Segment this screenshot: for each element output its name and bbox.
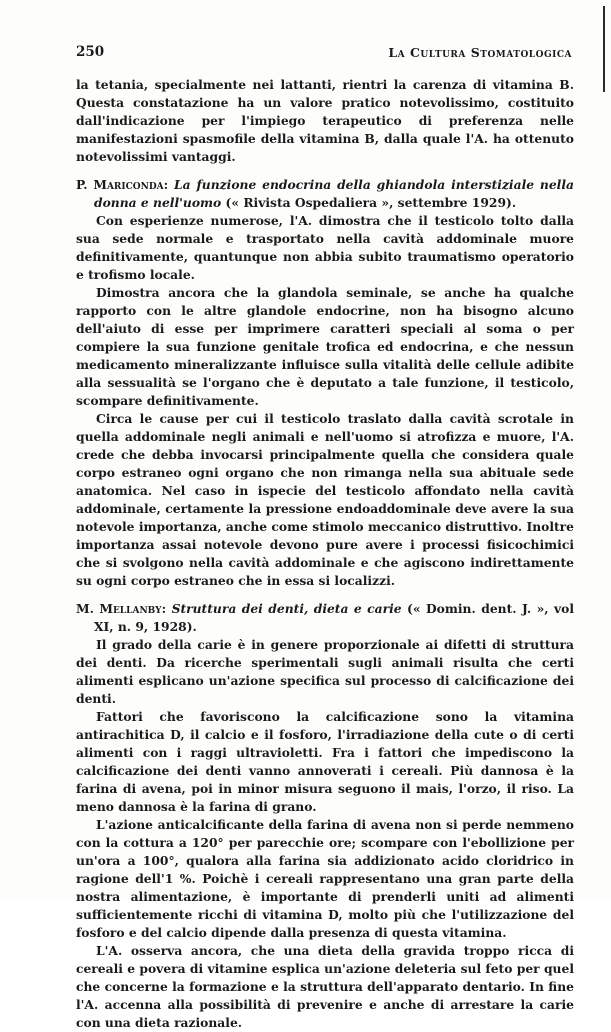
body-paragraph: Dimostra ancora che la glandola seminale, se anche ha qualche rapporto con le altre glandole endocrine, non ha bisogno alcuno dell'aiuto di esse per imprimere caratteri speciali al soma o per compiere la sua funzione genitale trofica ed endocrina, e che nessun medicamento mineralizzante influisce sulla vitalità delle cellule adibite alla sessualità se l'organo che è deputato a tale funzione, il testicolo, scompare definitivamente. <box>76 285 574 408</box>
page-number: 250 <box>76 44 105 60</box>
entry-source: (« Rivista Ospedaliera », settembre 1929). <box>221 195 517 210</box>
entry-source: (« Domin. dent. J. », vol XI, n. 9, 1928). <box>94 601 575 634</box>
entry-separator: : <box>163 177 175 192</box>
entry-heading-mellanby <box>76 600 574 636</box>
page-header <box>76 44 572 64</box>
intro-paragraph: la tetania, specialmente nei lattanti, rientri la carenza di vitamina B. Questa constatazione ha un valore pratico notevolissimo, costituito dall'indicazione per l'impiego terapeutico di preferenza nelle manifestazioni spasmofile della vitamina B, dalla quale l'A. ha ottenuto notevolissimi vantaggi. <box>76 77 574 164</box>
binding-edge-line <box>603 6 605 92</box>
body-paragraph: Circa le cause per cui il testicolo traslato dalla cavità scrotale in quella addominale negli animali e nell'uomo si atrofizza e muore, l'A. crede che debba invocarsi principalmente quella che considera quale corpo estraneo ogni organo che non rimanga nella sua abituale sede anatomica. Nel caso in ispecie del testicolo affondato nella cavità addominale, certamente la pressione endoaddominale deve avere la sua notevole importanza, anche come stimolo meccanico distruttivo. Inoltre importanza assai notevole devono pure avere i processi fisicochimici che si svolgono nella cavità addominale e che agiscono indirettamente su ogni corpo estraneo che in essa si localizzi. <box>76 411 574 588</box>
body-paragraph: Fattori che favoriscono la calcificazione sono la vitamina antirachitica D, il calcio e il fosforo, l'irradiazione della cute o di certi alimenti con i raggi ultravioletti. Fra i fattori che impediscono la calcificazione dei denti vanno annoverati i cereali. Più dannosa è la farina di avena, poi in minor misura seguono il mais, l'orzo, il riso. La meno dannosa è la farina di grano. <box>76 709 574 814</box>
body-paragraph: Con esperienze numerose, l'A. dimostra che il testicolo tolto dalla sua sede normale e trasportato nella cavità addominale muore definitivamente, quantunque non abbia subito traumatismo operatorio e trofismo locale. <box>76 213 574 282</box>
page-body <box>76 76 574 1032</box>
entry-title: La funzione endocrina della ghiandola interstiziale nella donna e nell'uomo <box>94 177 574 210</box>
entry-author: M. Mellanby <box>76 601 162 616</box>
entry-title: Struttura dei denti, dieta e carie <box>171 601 402 616</box>
entry-separator: : <box>161 601 172 616</box>
running-title: La Cultura Stomatologica <box>388 45 572 60</box>
entry-heading-mariconda <box>76 176 574 212</box>
body-paragraph: L'azione anticalcificante della farina di avena non si perde nemmeno con la cottura a 120° per parecchie ore; scompare con l'ebollizione per un'ora a 100°, qualora alla farina sia addizionato acido cloridrico in ragione dell'1 %. Poichè i cereali rappresentano una gran parte della nostra alimentazione, è importante di prenderli uniti ad alimenti sufficientemente ricchi di vitamina D, molto più che l'utilizzazione del fosforo e del calcio dipende dalla presenza di questa vitamina. <box>76 817 574 940</box>
entry-author: P. Mariconda <box>76 177 164 192</box>
body-paragraph: Il grado della carie è in genere proporzionale ai difetti di struttura dei denti. Da ricerche sperimentali sugli animali risulta che certi alimenti esplicano un'azione specifica sul processo di calcificazione dei denti. <box>76 637 574 706</box>
body-paragraph: L'A. osserva ancora, che una dieta della gravida troppo ricca di cereali e povera di vitamine esplica un'azione deleteria sul feto per quel che concerne la formazione e la struttura dell'apparato dentario. In fine l'A. accenna alla possibilità di prevenire e anche di arrestare la carie con una dieta razionale. <box>76 943 574 1030</box>
